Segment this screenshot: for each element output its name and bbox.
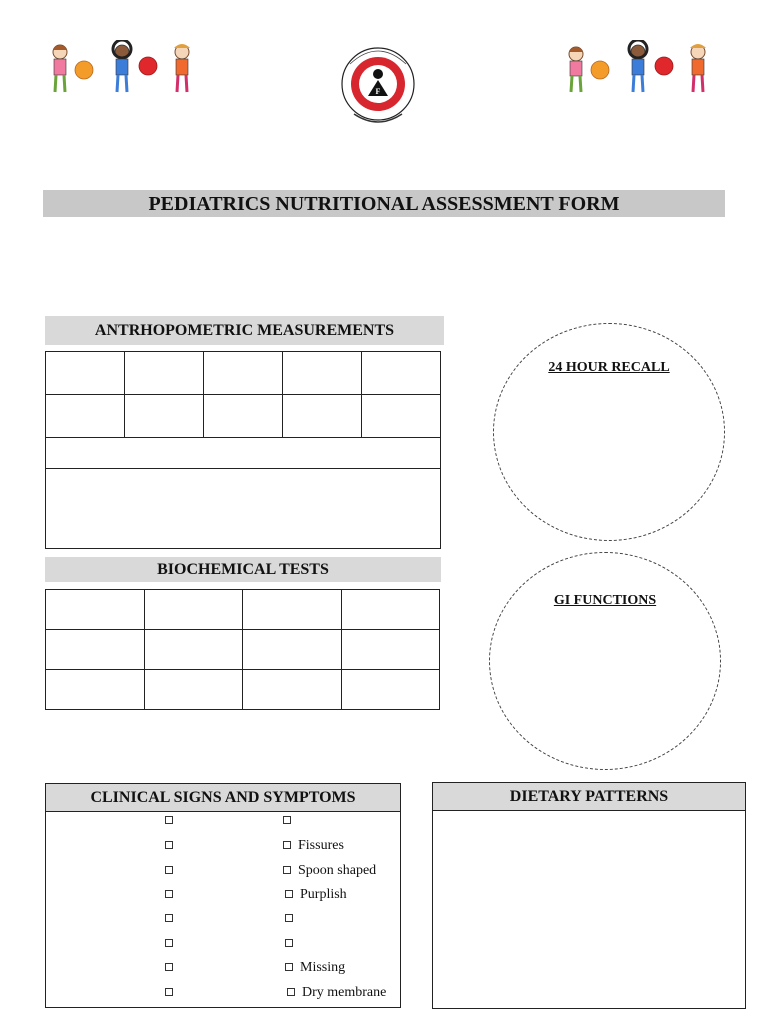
recall-circle[interactable]: [493, 323, 725, 541]
biochemical-cell[interactable]: [46, 590, 145, 630]
clinical-checkbox-left[interactable]: [165, 813, 180, 829]
svg-text:F: F: [375, 87, 381, 96]
biochemical-cell[interactable]: [144, 670, 243, 710]
clinical-checkbox-right[interactable]: [285, 911, 300, 927]
biochemical-table: [45, 589, 440, 710]
clinical-checkbox-right[interactable]: [285, 960, 345, 976]
biochemical-cell[interactable]: [243, 590, 342, 630]
clinical-checkbox-right[interactable]: [283, 838, 344, 854]
children-illustration-right: [560, 40, 720, 100]
biochemical-cell[interactable]: [144, 590, 243, 630]
clinical-checkbox-left[interactable]: [165, 911, 180, 927]
anthropometric-cell[interactable]: [362, 395, 441, 438]
dietary-box[interactable]: [432, 782, 746, 1009]
clinical-checkbox-right[interactable]: [283, 863, 376, 879]
anthropometric-heading: ANTRHOPOMETRIC MEASUREMENTS: [45, 316, 444, 345]
checkbox-icon[interactable]: [165, 988, 173, 996]
anthropometric-cell[interactable]: [204, 395, 283, 438]
clinical-item-label: Spoon shaped: [298, 863, 377, 878]
anthropometric-table: [45, 351, 441, 549]
checkbox-icon[interactable]: [165, 816, 173, 824]
checkbox-icon[interactable]: [285, 963, 293, 971]
clinical-checkbox-left[interactable]: [165, 985, 180, 1001]
recall-heading: 24 HOUR RECALL: [548, 360, 670, 375]
clinical-item-label: Purplish: [300, 887, 347, 902]
checkbox-icon[interactable]: [283, 866, 291, 874]
clinical-checkbox-left[interactable]: [165, 863, 180, 879]
checkbox-icon[interactable]: [165, 866, 173, 874]
biochemical-heading: BIOCHEMICAL TESTS: [45, 557, 441, 582]
clinical-checkbox-right[interactable]: [285, 936, 300, 952]
form-title: PEDIATRICS NUTRITIONAL ASSESSMENT FORM: [43, 190, 725, 217]
anthropometric-cell[interactable]: [46, 395, 125, 438]
anthropometric-cell[interactable]: [125, 395, 204, 438]
biochemical-cell[interactable]: [46, 670, 145, 710]
checkbox-icon[interactable]: [285, 939, 293, 947]
biochemical-cell[interactable]: [144, 630, 243, 670]
checkbox-icon[interactable]: [165, 963, 173, 971]
checkbox-icon[interactable]: [287, 988, 295, 996]
clinical-item-label: Missing: [300, 960, 346, 975]
clinical-checkbox-left[interactable]: [165, 960, 180, 976]
anthropometric-cell[interactable]: [46, 352, 125, 395]
children-illustration-left: [44, 40, 204, 100]
biochemical-cell[interactable]: [341, 590, 440, 630]
checkbox-icon[interactable]: [165, 914, 173, 922]
checkbox-icon[interactable]: [283, 816, 291, 824]
anthropometric-cell[interactable]: [125, 352, 204, 395]
anthropometric-cell[interactable]: [204, 352, 283, 395]
biochemical-cell[interactable]: [243, 630, 342, 670]
checkbox-icon[interactable]: [165, 841, 173, 849]
gi-heading: GI FUNCTIONS: [553, 593, 657, 608]
checkbox-icon[interactable]: [165, 890, 173, 898]
gi-circle[interactable]: [489, 552, 721, 770]
clinical-checkbox-left[interactable]: [165, 838, 180, 854]
biochemical-cell[interactable]: [243, 670, 342, 710]
clinical-heading: CLINICAL SIGNS AND SYMPTOMS: [46, 784, 400, 812]
clinical-checkbox-right[interactable]: [285, 887, 347, 903]
clinical-item-label: Fissures: [298, 838, 344, 853]
clinical-checkbox-right[interactable]: [283, 813, 298, 829]
checkbox-icon[interactable]: [283, 841, 291, 849]
anthropometric-cell[interactable]: [283, 395, 362, 438]
checkbox-icon[interactable]: [285, 890, 293, 898]
anthropometric-wide-row[interactable]: [46, 438, 441, 469]
biochemical-cell[interactable]: [46, 630, 145, 670]
checkbox-icon[interactable]: [285, 914, 293, 922]
clinical-checkbox-left[interactable]: [165, 936, 180, 952]
clinical-checkbox-left[interactable]: [165, 887, 180, 903]
anthropometric-notes[interactable]: [46, 469, 441, 549]
anthropometric-cell[interactable]: [283, 352, 362, 395]
clinical-item-label: Dry membrane: [302, 985, 387, 1000]
clinical-box: [45, 783, 401, 1008]
clinical-checkbox-right[interactable]: [287, 985, 386, 1001]
hospital-logo: [336, 44, 420, 128]
biochemical-cell[interactable]: [341, 670, 440, 710]
biochemical-cell[interactable]: [341, 630, 440, 670]
anthropometric-cell[interactable]: [362, 352, 441, 395]
dietary-heading: DIETARY PATTERNS: [433, 783, 745, 811]
checkbox-icon[interactable]: [165, 939, 173, 947]
